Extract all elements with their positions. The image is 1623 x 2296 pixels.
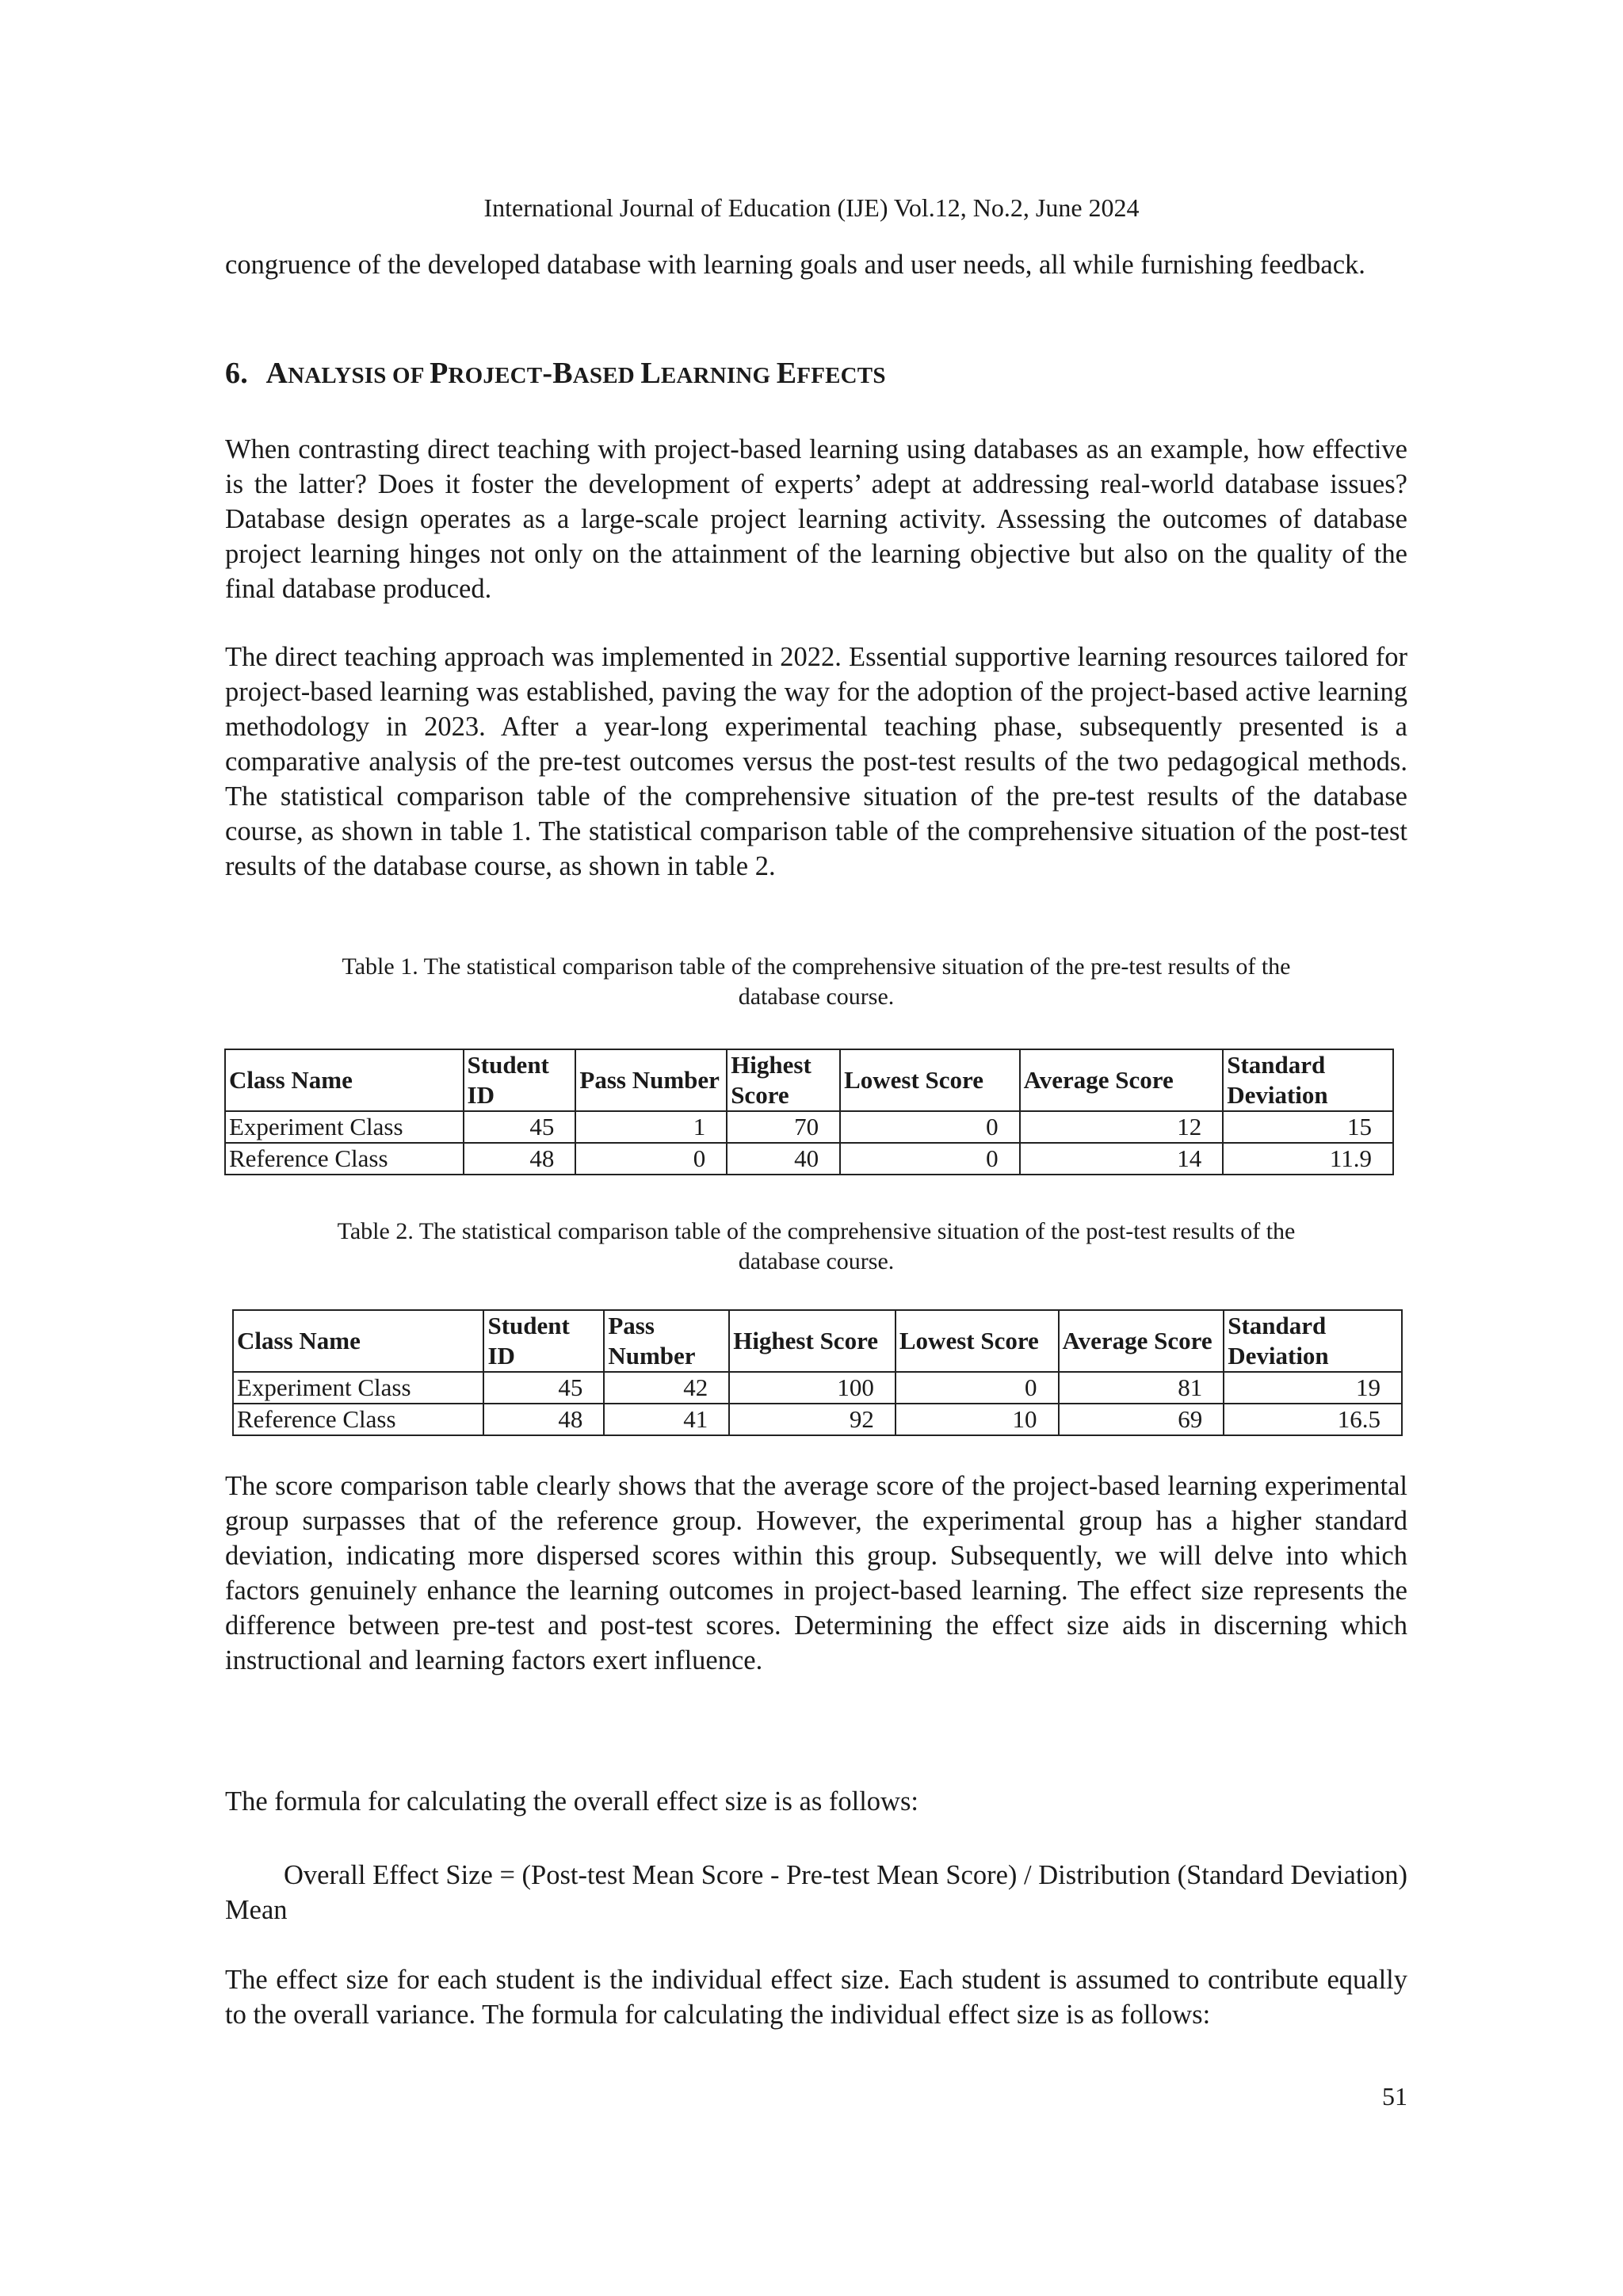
table-cell: 19: [1224, 1372, 1402, 1404]
paragraph: When contrasting direct teaching with project-based learning using databases as an example, how effective is the latter? Does it foster the development of experts’ adept at addressing real-world database issues? Database design operates as a large-scale project learning activity. Assessing the outcomes of database project learning hinges not only on the attainment of the learning objective but also on the quality of the final database produced.: [225, 434, 1407, 604]
table-row: [233, 1404, 1402, 1435]
table-cell: Reference Class: [233, 1404, 483, 1435]
page-number: 51: [1382, 2082, 1407, 2111]
table-cell: 45: [483, 1372, 604, 1404]
table-row: [225, 1111, 1393, 1143]
table-cell: 42: [604, 1372, 729, 1404]
col-header: Lowest Score: [840, 1049, 1020, 1111]
table-cell: 14: [1020, 1143, 1224, 1175]
table-cell: 48: [483, 1404, 604, 1435]
table-cell: Experiment Class: [233, 1372, 483, 1404]
table-cell: 69: [1059, 1404, 1224, 1435]
table-cell: 92: [729, 1404, 896, 1435]
section-title: ANALYSIS OF PROJECT-BASED LEARNING EFFECTS: [265, 357, 886, 390]
col-header: Standard Deviation: [1224, 1310, 1402, 1372]
col-header: Pass Number: [575, 1049, 727, 1111]
table-cell: 11.9: [1223, 1143, 1393, 1175]
col-header: Average Score: [1020, 1049, 1224, 1111]
table-cell: 15: [1223, 1111, 1393, 1143]
table1-caption: Table 1. The statistical comparison table of the comprehensive situation of the pre-test results of the database course.: [342, 953, 1291, 1010]
col-header: Lowest Score: [896, 1310, 1059, 1372]
table-row: [225, 1143, 1393, 1175]
table-cell: 0: [896, 1372, 1059, 1404]
table-cell: 0: [840, 1111, 1020, 1143]
table-cell: 16.5: [1224, 1404, 1402, 1435]
table1: [224, 1049, 1394, 1175]
table-cell: Experiment Class: [225, 1111, 464, 1143]
col-header: Pass Number: [604, 1310, 729, 1372]
table-cell: 48: [464, 1143, 576, 1175]
section-number: 6.: [225, 357, 248, 390]
table-cell: 0: [840, 1143, 1020, 1175]
table-cell: 41: [604, 1404, 729, 1435]
table-cell: 12: [1020, 1111, 1224, 1143]
section-heading: [225, 355, 886, 394]
table-cell: 70: [727, 1111, 840, 1143]
table2: [232, 1309, 1403, 1436]
col-header: Student ID: [483, 1310, 604, 1372]
running-header: International Journal of Education (IJE) Vol.12, No.2, June 2024: [483, 193, 1140, 222]
table2-caption: Table 2. The statistical comparison table of the comprehensive situation of the post-test results of the database course.: [337, 1218, 1296, 1274]
col-header: Class Name: [225, 1049, 464, 1111]
table-cell: 0: [575, 1143, 727, 1175]
paragraph: The direct teaching approach was implemented in 2022. Essential supportive learning resources tailored for project-based learning was established, paving the way for the adoption of the project-based active learning methodology in 2023. After a year-long experimental teaching phase, subsequently presented is a comparative analysis of the pre-test outcomes versus the post-test results of the two pedagogical methods. The statistical comparison table of the comprehensive situation of the pre-test results of the database course, as shown in table 1. The statistical comparison table of the comprehensive situation of the post-test results of the database course, as shown in table 2.: [225, 642, 1407, 881]
table-cell: 1: [575, 1111, 727, 1143]
paragraph: The score comparison table clearly shows that the average score of the project-based learning experimental group surpasses that of the reference group. However, the experimental group has a higher standard deviation, indicating more dispersed scores within this group. Subsequently, we will delve into which factors genuinely enhance the learning outcomes in project-based learning. The effect size represents the difference between pre-test and post-test scores. Determining the effect size aids in discerning which instructional and learning factors exert influence.: [225, 1471, 1407, 1675]
formula-overall-effect-size: Overall Effect Size = (Post-test Mean Score - Pre-test Mean Score) / Distribution (Standard Deviation) Mean: [225, 1860, 1407, 1925]
col-header: Class Name: [233, 1310, 483, 1372]
table-cell: 100: [729, 1372, 896, 1404]
table-cell: 40: [727, 1143, 840, 1175]
paragraph: The formula for calculating the overall effect size is as follows:: [225, 1786, 918, 1817]
table-header-row: [225, 1049, 1393, 1111]
continuation-paragraph: congruence of the developed database with learning goals and user needs, all while furnishing feedback.: [225, 250, 1365, 280]
col-header: Highest Score: [727, 1049, 840, 1111]
col-header: Standard Deviation: [1223, 1049, 1393, 1111]
col-header: Highest Score: [729, 1310, 896, 1372]
table-header-row: [233, 1310, 1402, 1372]
col-header: Student ID: [464, 1049, 576, 1111]
table-cell: 81: [1059, 1372, 1224, 1404]
table-cell: 10: [896, 1404, 1059, 1435]
col-header: Average Score: [1059, 1310, 1224, 1372]
table-cell: 45: [464, 1111, 576, 1143]
paragraph: The effect size for each student is the individual effect size. Each student is assumed to contribute equally to the overall variance. The formula for calculating the individual effect size is as follows:: [225, 1965, 1407, 2030]
table-cell: Reference Class: [225, 1143, 464, 1175]
table-row: [233, 1372, 1402, 1404]
